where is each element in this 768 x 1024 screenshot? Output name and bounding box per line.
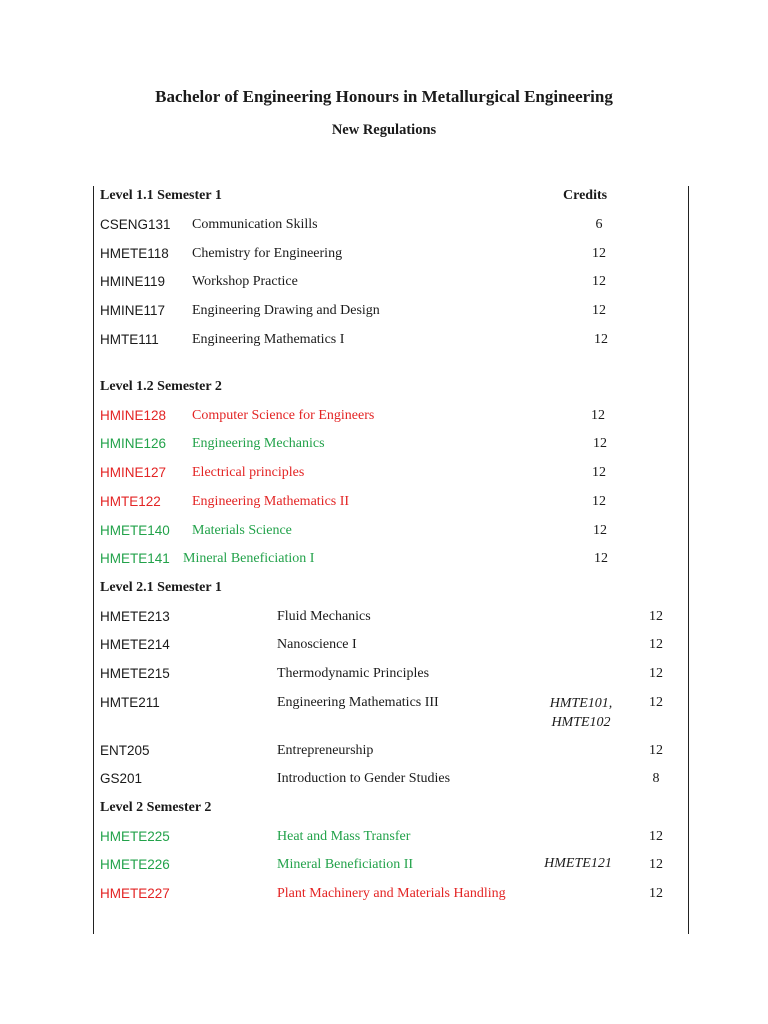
- course-code: HMETE140: [100, 523, 170, 538]
- level-1-2-header: [0, 377, 768, 397]
- course-name: Computer Science for Engineers: [192, 408, 375, 423]
- course-credits: 12: [649, 829, 663, 844]
- table-row: [0, 884, 768, 924]
- course-name: Thermodynamic Principles: [277, 666, 430, 681]
- course-code: HMINE127: [100, 465, 167, 480]
- course-name: Workshop Practice: [192, 274, 298, 289]
- course-code: ENT205: [100, 743, 150, 758]
- table-row: [0, 463, 768, 483]
- course-name: Entrepreneurship: [277, 743, 374, 758]
- course-name: Nanoscience I: [277, 637, 357, 652]
- course-credits: 6: [595, 217, 603, 232]
- course-code: HMETE118: [100, 246, 169, 261]
- course-name: Mineral Beneficiation I: [183, 551, 315, 566]
- document-title: Bachelor of Engineering Honours in Metallurgical Engineering: [155, 87, 613, 106]
- course-credits: 12: [649, 857, 663, 872]
- course-code: HMINE128: [100, 408, 167, 423]
- course-credits: 12: [592, 494, 606, 509]
- table-row: [0, 635, 768, 655]
- section-heading: Level 1.1 Semester 1: [100, 188, 222, 203]
- table-row: [0, 693, 768, 733]
- course-code: HMTE211: [100, 695, 160, 710]
- course-credits: 12: [591, 408, 605, 423]
- table-row: [0, 406, 768, 426]
- table-row: [0, 769, 768, 789]
- course-name: Engineering Mathematics III: [277, 695, 439, 710]
- course-prerequisite: HMETE121: [544, 856, 612, 871]
- table-row: [0, 741, 768, 761]
- table-row: [0, 215, 768, 235]
- level-1-1-header: [0, 186, 768, 206]
- table-row: [0, 855, 768, 875]
- section-heading: Level 2.1 Semester 1: [100, 580, 222, 595]
- course-code: HMETE215: [100, 666, 170, 681]
- course-code: GS201: [100, 771, 143, 786]
- document-subtitle: New Regulations: [331, 122, 437, 138]
- section-heading: Level 1.2 Semester 2: [100, 379, 222, 394]
- course-code: HMTE122: [100, 494, 161, 509]
- course-code: HMETE141: [100, 551, 170, 566]
- course-name: Communication Skills: [192, 217, 318, 232]
- table-row: [0, 664, 768, 684]
- course-code: CSENG131: [100, 217, 171, 232]
- course-name: Heat and Mass Transfer: [277, 829, 411, 844]
- course-credits: 12: [593, 523, 607, 538]
- course-credits: 8: [652, 771, 660, 786]
- course-credits: 12: [649, 886, 663, 901]
- course-code: HMETE214: [100, 637, 170, 652]
- course-code: HMETE213: [100, 609, 170, 624]
- table-row: [0, 827, 768, 847]
- course-code: HMINE117: [100, 303, 166, 318]
- course-credits: 12: [649, 743, 663, 758]
- course-credits: 12: [594, 551, 608, 566]
- table-row: [0, 549, 768, 569]
- table-row: [0, 244, 768, 264]
- table-row: [0, 434, 768, 454]
- course-credits: 12: [649, 666, 663, 681]
- course-name: Chemistry for Engineering: [192, 246, 343, 261]
- course-name: Materials Science: [192, 523, 292, 538]
- table-row: [0, 330, 768, 350]
- level-2-2-header: [0, 798, 768, 818]
- course-credits: 12: [649, 637, 663, 652]
- course-name: Mineral Beneficiation II: [277, 857, 414, 872]
- course-credits: 12: [592, 303, 606, 318]
- table-row: [0, 607, 768, 627]
- table-row: [0, 521, 768, 541]
- course-credits: 12: [592, 274, 606, 289]
- course-name: Fluid Mechanics: [277, 609, 371, 624]
- credits-header: Credits: [563, 188, 608, 203]
- course-name: Electrical principles: [192, 465, 305, 480]
- course-name: Engineering Drawing and Design: [192, 303, 380, 318]
- course-name: Engineering Mechanics: [192, 436, 325, 451]
- course-credits: 12: [592, 465, 606, 480]
- table-row: [0, 272, 768, 292]
- course-name: Plant Machinery and Materials Handling: [277, 886, 506, 901]
- course-code: HMETE227: [100, 886, 170, 901]
- course-prerequisite: HMTE101, HMTE102: [549, 696, 613, 730]
- course-code: HMINE119: [100, 274, 166, 289]
- course-credits: 12: [649, 695, 663, 710]
- course-name: Engineering Mathematics II: [192, 494, 350, 509]
- course-name: Introduction to Gender Studies: [277, 771, 451, 786]
- course-code: HMETE226: [100, 857, 170, 872]
- course-name: Engineering Mathematics I: [192, 332, 345, 347]
- course-credits: 12: [593, 436, 607, 451]
- section-heading: Level 2 Semester 2: [100, 800, 212, 815]
- level-2-1-header: [0, 578, 768, 598]
- course-credits: 12: [592, 246, 606, 261]
- course-code: HMETE225: [100, 829, 170, 844]
- course-credits: 12: [649, 609, 663, 624]
- course-code: HMTE111: [100, 332, 159, 347]
- course-code: HMINE126: [100, 436, 167, 451]
- table-row: [0, 492, 768, 512]
- table-row: [0, 301, 768, 321]
- course-credits: 12: [594, 332, 608, 347]
